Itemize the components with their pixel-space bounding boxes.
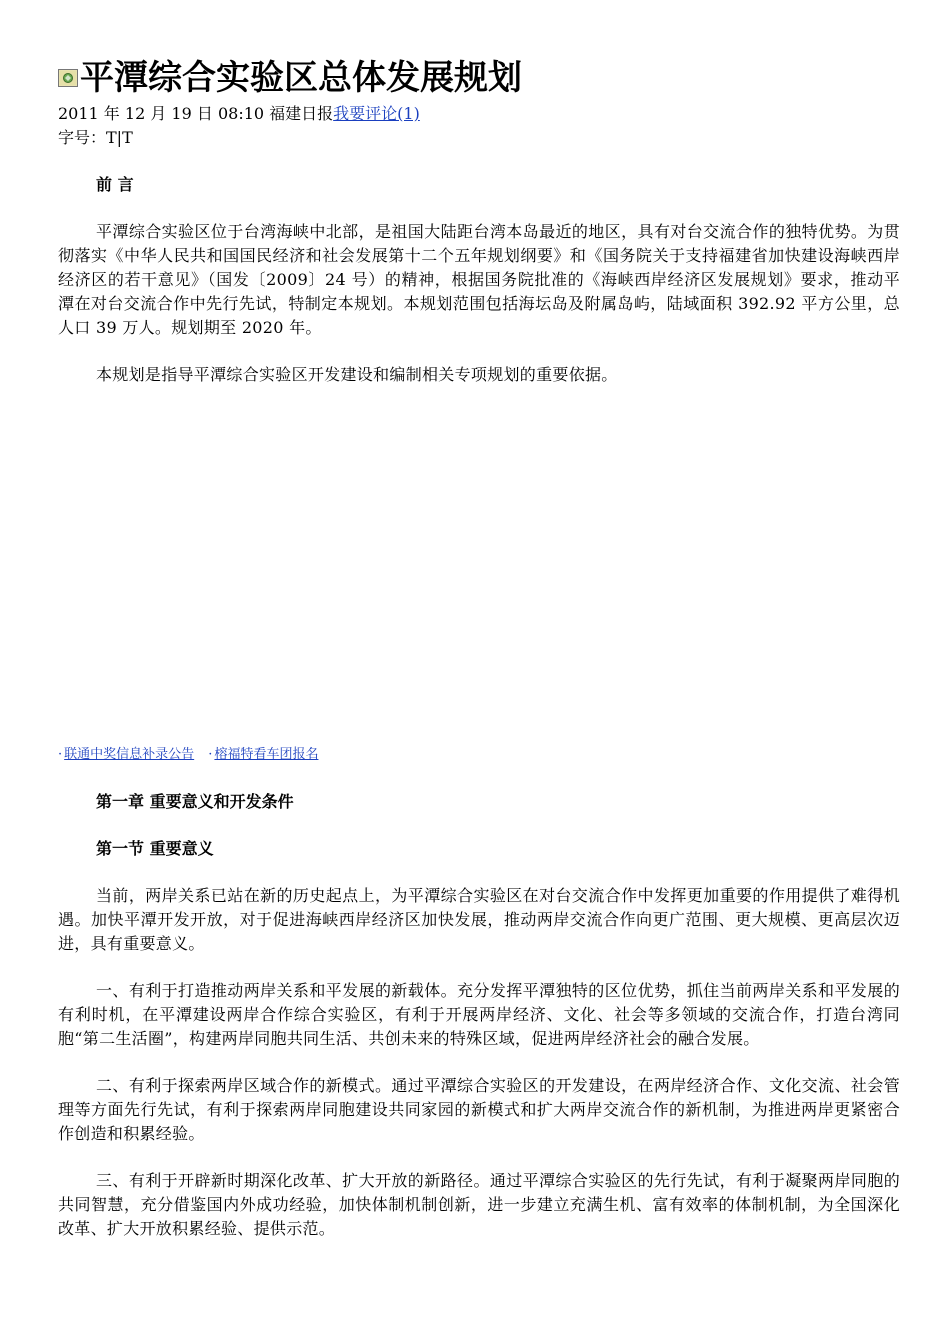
font-size-control[interactable]: 字号：T|T [58,128,133,147]
section-1-paragraph-1: 当前，两岸关系已站在新的历史起点上，为平潭综合实验区在对台交流合作中发挥更加重要的作用提供了难得机遇。加快平潭开发开放，对于促进海峡西岸经济区加快发展，推动两岸交流合作向更广范围、更大规模、更高层次迈进，具有重要意义。 [58,886,900,953]
bullet-2: · [208,747,213,762]
section-1-paragraph-4: 三、有利于开辟新时期深化改革、扩大开放的新路径。通过平潭综合实验区的先行先试，有利于凝聚两岸同胞的共同智慧，充分借鉴国内外成功经验，加快体制机制创新，进一步建立充满生机、富有效率的体制机制，为全国深化改革、扩大开放积累经验、提供示范。 [58,1171,900,1238]
related-links [58,746,318,764]
bullet-1: · [58,747,63,762]
preface-heading: 前 言 [96,175,134,194]
section-1-paragraph-2: 一、有利于打造推动两岸关系和平发展的新载体。充分发挥平潭独特的区位优势，抓住当前两岸关系和平发展的有利时机，在平潭建设两岸合作综合实验区，有利于开展两岸经济、文化、社会等多领域的交流合作，打造台湾同胞“第二生活圈”，构建两岸同胞共同生活、共创未来的特殊区域，促进两岸经济社会的融合发展。 [58,981,900,1048]
chapter-1-heading: 第一章 重要意义和开发条件 [96,792,294,811]
section-1-heading: 第一节 重要意义 [96,839,214,858]
related-link-2[interactable]: 榕福特看车团报名 [214,747,319,762]
publish-info: 2011 年 12 月 19 日 08:10 福建日报 [58,104,334,123]
section-1-paragraph-3: 二、有利于探索两岸区域合作的新模式。通过平潭综合实验区的开发建设，在两岸经济合作、文化交流、社会管理等方面先行先试，有利于探索两岸同胞建设共同家园的新模式和扩大两岸交流合作的新机制，为推进两岸更紧密合作创造和积累经验。 [58,1076,900,1143]
article-icon [58,69,78,87]
article-meta [58,102,900,126]
article-page [58,52,900,1238]
preface-paragraph-1: 平潭综合实验区位于台湾海峡中北部，是祖国大陆距台湾本岛最近的地区，具有对台交流合作的独特优势。为贯彻落实《中华人民共和国国民经济和社会发展第十二个五年规划纲要》和《国务院关于支持福建省加快建设海峡西岸经济区的若干意见》（国发〔2009〕24 号）的精神，根据国务院批准的《海峡西岸经济区发展规划》要求，推动平潭在对台交流合作中先行先试，特制定本规划。本规划范围包括海坛岛及附属岛屿，陆域面积 392.92 平方公里，总人口 39 万人。规划期至 2020 年。 [58,222,900,337]
article-title: 平潭综合实验区总体发展规划 [80,57,522,98]
title-row [58,52,900,96]
comment-link[interactable]: 我要评论(1) [333,104,420,123]
preface-paragraph-2: 本规划是指导平潭综合实验区开发建设和编制相关专项规划的重要依据。 [96,365,618,384]
chapter-1 [58,790,900,1241]
related-link-1[interactable]: 联通中奖信息补录公告 [64,747,195,762]
